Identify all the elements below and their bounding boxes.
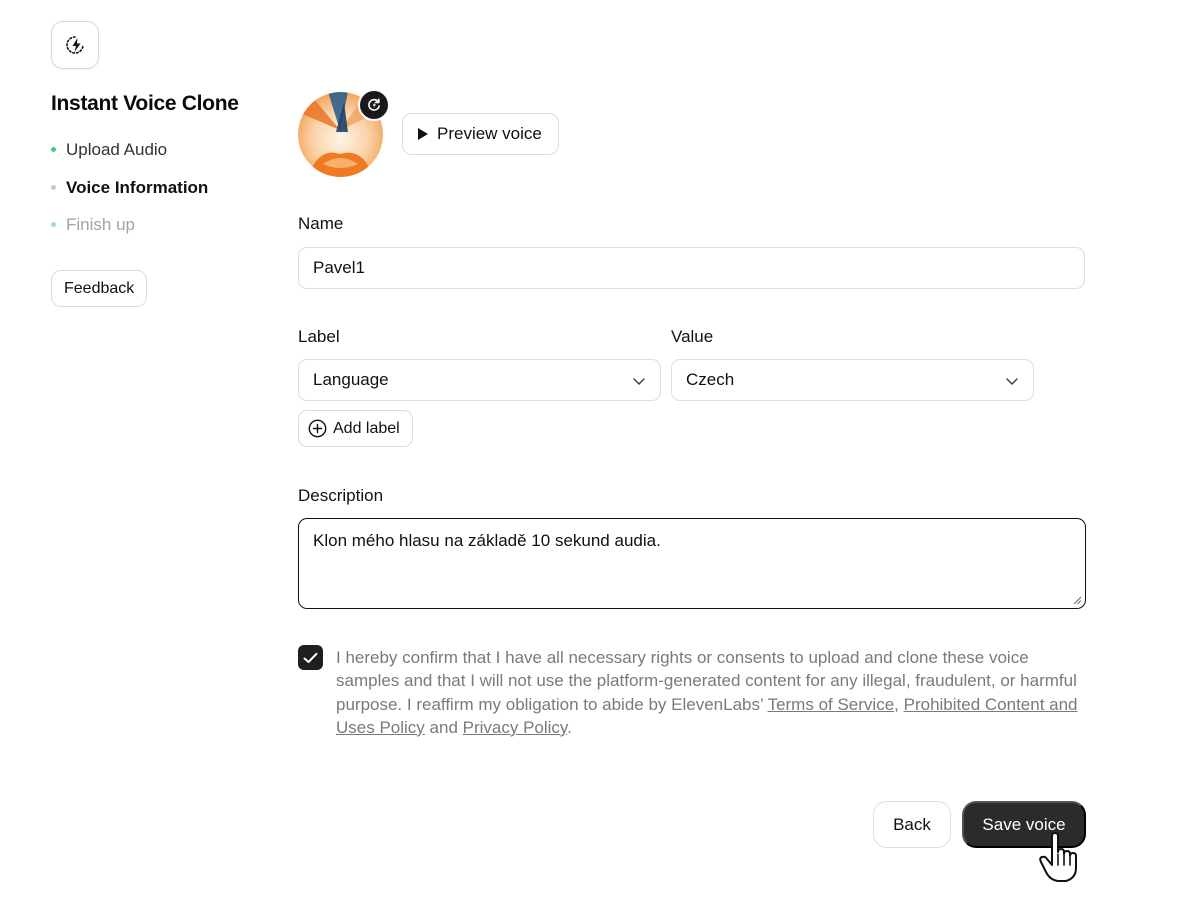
- back-button[interactable]: Back: [873, 801, 951, 848]
- step-upload-audio[interactable]: [51, 139, 208, 177]
- description-textarea[interactable]: [298, 518, 1086, 609]
- label-select-value: Language: [313, 370, 389, 389]
- name-input[interactable]: [298, 247, 1085, 289]
- add-label-text: Add label: [333, 419, 400, 437]
- resize-handle-icon[interactable]: [1073, 596, 1082, 605]
- name-input-value: Pavel1: [313, 258, 365, 277]
- consent-checkbox[interactable]: [298, 645, 323, 670]
- step-list: [51, 139, 208, 252]
- description-label: Description: [298, 486, 384, 505]
- preview-voice-label: Preview voice: [437, 124, 542, 143]
- step-status-dot: [51, 222, 56, 227]
- prohibited-content-policy-link[interactable]: Prohibited Content and Uses Policy: [336, 694, 1078, 737]
- page-title: Instant Voice Clone: [51, 92, 239, 115]
- step-status-dot: [51, 185, 56, 190]
- terms-of-service-link[interactable]: Terms of Service: [767, 694, 895, 714]
- plus-circle-icon: [308, 419, 327, 438]
- name-label: Name: [298, 214, 344, 233]
- step-finish-up: [51, 214, 208, 252]
- step-label: Voice Information: [66, 177, 209, 197]
- description-value: Klon mého hlasu na základě 10 sekund audia.: [313, 531, 661, 550]
- value-select[interactable]: [671, 359, 1034, 401]
- save-voice-button[interactable]: Save voice: [962, 801, 1086, 848]
- value-select-value: Czech: [686, 370, 735, 389]
- hand-pointer-cursor-icon: [1038, 832, 1082, 884]
- play-icon: [417, 127, 429, 141]
- consent-separator: ,: [894, 694, 904, 714]
- voice-clone-icon: [64, 34, 86, 56]
- add-label-button[interactable]: [298, 410, 413, 447]
- regenerate-icon: [366, 97, 382, 113]
- step-label: Finish up: [66, 215, 135, 234]
- app-logo-button[interactable]: [51, 21, 99, 69]
- consent-body: I hereby confirm that I have all necessary rights or consents to upload and clone these voice samples and that I will not use the platform-generated content for any illegal, fraudulent, or harmful purpose. I reaffirm my obligation to abide by ElevenLabs’: [336, 648, 1077, 714]
- consent-end: .: [567, 717, 572, 737]
- checkmark-icon: [303, 652, 318, 664]
- value-field-label: Value: [671, 327, 714, 346]
- step-voice-information[interactable]: [51, 177, 208, 215]
- step-status-dot: [51, 147, 56, 152]
- privacy-policy-link[interactable]: Privacy Policy: [462, 717, 568, 737]
- label-select[interactable]: [298, 359, 661, 401]
- chevron-down-icon: [632, 374, 646, 388]
- consent-and: and: [424, 717, 463, 737]
- preview-voice-button[interactable]: [402, 113, 559, 155]
- regenerate-avatar-button[interactable]: [358, 89, 390, 121]
- feedback-button[interactable]: Feedback: [51, 270, 147, 307]
- consent-text: [336, 646, 1081, 739]
- label-field-label: Label: [298, 327, 340, 346]
- step-label: Upload Audio: [66, 140, 168, 159]
- chevron-down-icon: [1005, 374, 1019, 388]
